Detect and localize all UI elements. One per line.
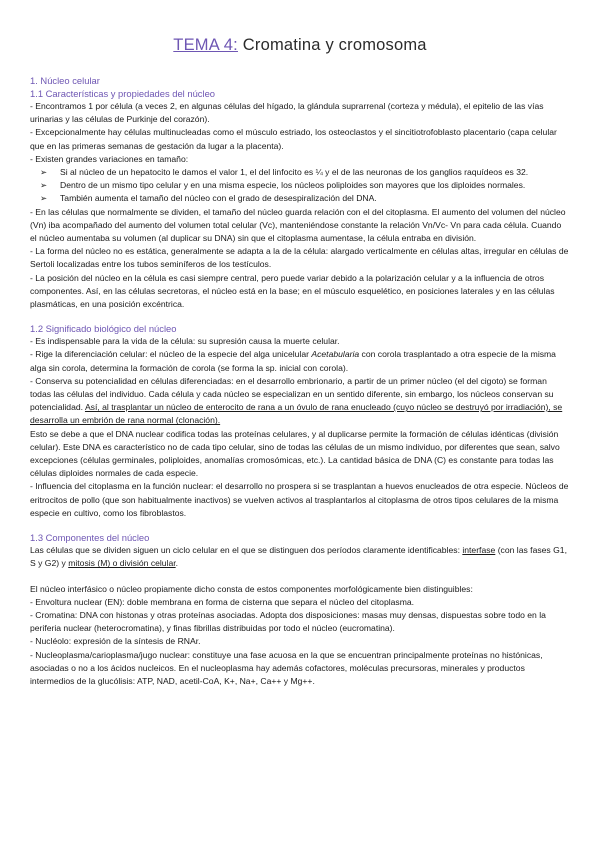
- title-head: TEMA 4:: [173, 36, 238, 54]
- paragraph: - La posición del núcleo en la célula es casi siempre central, pero puede variar debido a la polarización celular y a la influencia de otros componentes. Así, en las células secretoras, el núcleo está en la base; en el músculo esquelético, en posiciones laterales y en las células plasmáticas, en una posición excéntrica.: [30, 272, 555, 310]
- paragraph: - Envoltura nuclear (EN): doble membrana en forma de cisterna que separa el núcleo del citoplasma.: [30, 596, 415, 607]
- species-name: Acetabularia: [311, 349, 360, 360]
- bullet-item: [30, 179, 570, 192]
- arrow-bullet-icon: ➢: [40, 167, 48, 178]
- underlined-text: Así, al trasplantar un núcleo de enterocito de rana a un óvulo de rana enucleado (cuyo núcleo se destruyó por irradiación), se desarrolla un embrión de rana normal (clonación).: [30, 402, 563, 426]
- text-run: (con las fases G1, S y G2) y: [30, 545, 567, 569]
- bullet-text: Si al núcleo de un hepatocito le damos el valor 1, el del linfocito es ¼ y el de las neuronas de los ganglios raquídeos es 32.: [60, 167, 529, 178]
- subsection-heading: 1.3 Componentes del núcleo: [30, 532, 150, 544]
- paragraph: - Nucléolo: expresión de la síntesis de RNAr.: [30, 636, 201, 647]
- underlined-text: mitosis (M) o división celular: [68, 558, 176, 569]
- paragraph: - La forma del núcleo no es estática, generalmente se adapta a la de la célula: alargado verticalmente en células altas, irregular en células de Sertoli localizadas entre los tubos seminíferos de los testículos.: [30, 246, 569, 270]
- page-title: [30, 36, 570, 55]
- section-heading: 1. Núcleo celular: [30, 75, 100, 86]
- bullet-text: También aumenta el tamaño del núcleo con el grado de desespiralización del DNA.: [60, 193, 377, 204]
- bullet-text: Dentro de un mismo tipo celular y en una misma especie, los núcleos poliploides son mayores que los diploides normales.: [60, 180, 526, 191]
- paragraph: - Cromatina: DNA con histonas y otras proteínas asociadas. Adopta dos disposiciones: masas muy densas, dispuestas sobre todo en la periferia nuclear (heterocromatina), y finas fibrillas distribuidas por todo el núcleo (eucromatina).: [30, 609, 546, 634]
- bullet-item: [30, 192, 570, 205]
- paragraph: - Encontramos 1 por célula (a veces 2, en algunas células del hígado, la glándula suprarrenal (corteza y médula), el epitelio de las vías urinarias y las células de Purkinje del corazón).: [30, 101, 544, 125]
- paragraph: - Nucleoplasma/carioplasma/jugo nuclear: constituye una fase acuosa en la que se encuentran principalmente proteínas no histónicas, asociadas o no a los ácidos nucleicos. En el nucleoplasma hay además cofactores, moléculas precursoras, minerales y productos intermedios de la glucólisis: ATP, NAD, acetil-CoA, K+, Na+, Ca++ y Mg++.: [30, 649, 543, 686]
- paragraph: [30, 375, 570, 428]
- arrow-bullet-icon: ➢: [40, 180, 48, 191]
- text-run: - Rige la diferenciación celular: el núcleo de la especie del alga unicelular: [30, 349, 312, 360]
- paragraph: - En las células que normalmente se dividen, el tamaño del núcleo guarda relación con el del citoplasma. El aumento del volumen del núcleo (Vn) iba acompañado del aumento del volumen total celular (Vc), manteniéndose constante la relación Vn/Vc- Vn para cada célula. Cuando el núcleo aumentaba su volumen (al duplicar su DNA) sin que el citoplasma aumentase, la célula entraba en división.: [30, 206, 566, 244]
- paragraph: El núcleo interfásico o núcleo propiamente dicho consta de estos componentes morfológicamente bien distinguibles:: [30, 583, 473, 594]
- subsection-heading: 1.2 Significado biológico del núcleo: [30, 323, 177, 335]
- paragraph: - Influencia del citoplasma en la función nuclear: el desarrollo no prospera si se trasplantan a huevos enucleados de otra especie. Núcleos de eritrocitos de pollo (que son habitualmente inactivos) se vuelven activos al trasplantarlos al citoplasma de otros tipos celulares de la misma especie en cultivo, como los fibroblastos.: [30, 481, 569, 518]
- text-run: Las células que se dividen siguen un ciclo celular en el que se distinguen dos períodos claramente identificables:: [30, 545, 463, 556]
- paragraph: - Excepcionalmente hay células multinucleadas como el músculo estriado, los osteoclastos y el sincitiotrofoblasto placentario (capa celular que en las primeras semanas de gestación da lugar a la placenta).: [30, 127, 557, 151]
- paragraph: - Es indispensable para la vida de la célula: su supresión causa la muerte celular.: [30, 336, 340, 347]
- text-run: con corola trasplantado a otra especie de la misma alga sin corola, determina la formación de corola (se forma la sp. inicial con corola).: [30, 349, 556, 373]
- title-sub: Cromatina y cromosoma: [237, 36, 427, 54]
- text-run: - Conserva su potencialidad en células diferenciadas: en el desarrollo embrionario, a partir de un primer núcleo (el del cigoto) se forman todas las células del individuo. Cada célula y cada núcleo se especializan en un sentido diferente, sin embargo, los núcleos conservan su potencialidad.: [30, 375, 554, 413]
- paragraph: Esto se debe a que el DNA nuclear codifica todas las proteínas celulares, y al duplicarse permite la formación de células idénticas (división celular). Este DNA es característico no de cada tipo celular, sino de todas las células de un mismo individuo, por diferentes que sean, salvo excepciones (células germinales, poliploides, anomalías cromosómicas, etc.). La cantidad básica de DNA (C) es constante para todas las células diploides normales de cada especie.: [30, 428, 560, 479]
- paragraph: [30, 544, 570, 570]
- subsection-heading: 1.1 Características y propiedades del núcleo: [30, 88, 216, 99]
- text-run: .: [175, 558, 179, 569]
- paragraph: [30, 348, 570, 374]
- underlined-text: interfase: [462, 545, 496, 556]
- bullet-item: [30, 166, 570, 179]
- arrow-bullet-icon: ➢: [40, 193, 48, 204]
- paragraph: - Existen grandes variaciones en tamaño:: [30, 153, 189, 164]
